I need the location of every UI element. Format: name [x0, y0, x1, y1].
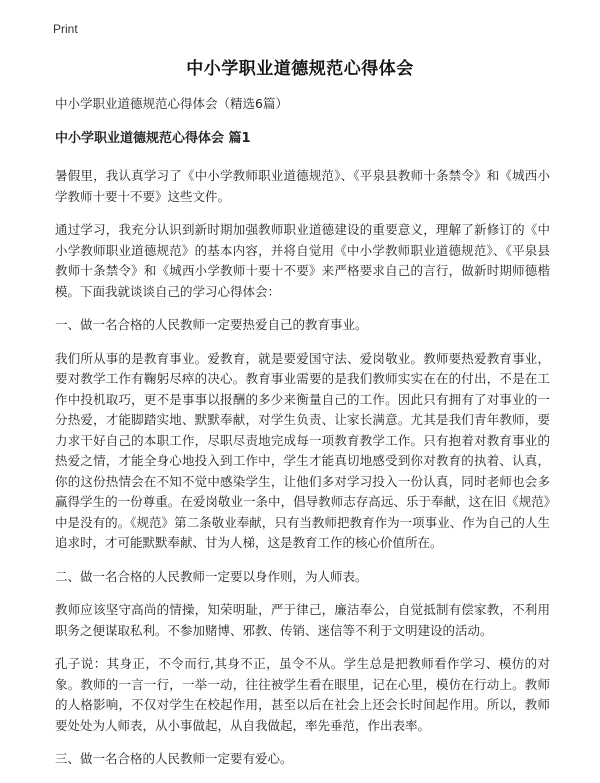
paragraph: 通过学习，我充分认识到新时期加强教师职业道德建设的重要意义，理解了新修订的《中小学教师职业道德规范》的基本内容，并将自觉用《中小学教师职业道德规范》、《平泉县教师十条禁令》和《城西小学教师十要十不要》来严格要求自己的言行，做新时期师德楷模。下面我就谈谈自己的学习心得体会： — [55, 222, 550, 299]
paragraph-heading: 三、做一名合格的人民教师一定要有爱心。 — [55, 751, 293, 766]
paragraph-heading: 二、做一名合格的人民教师一定要以身作则，为人师表。 — [55, 568, 368, 584]
paragraph: 我们所从事的是教育事业。爱教育，就是要爱国守法、爱岗敬业。教师要热爱教育事业，要对教学工作有鞠躬尽瘁的决心。教育事业需要的是我们教师实实在在的付出，不是在工作中投机取巧，更不是事事以报酬的多少来衡量自己的工作。因此只有拥有了对事业的一分热爱，才能脚踏实地、默默奉献，对学生负责、让家长满意。尤其是我们青年教师，要力求干好自己的本职工作，尽职尽责地完成每一项教育教学工作。只有抱着对教育事业的热爱之情，才能全身心地投入到工作中，学生才能真切地感受到你对教育的执着、认真，你的这份热情会在不知不觉中感染学生，让他们多对学习投入一份认真，同时老师也会多赢得学生的一份尊重。在爱岗敬业一条中，倡导教师志存高远、乐于奉献，这在旧《规范》中是没有的。《规范》第二条敬业奉献，只有当教师把教育作为一项事业、作为自己的人生追求时，才可能默默奉献、甘为人梯，这是教育工作的核心价值所在。 — [55, 350, 550, 550]
paragraph: 教师应该坚守高尚的情操，知荣明耻，严于律己，廉洁奉公，自觉抵制有偿家教，不利用职务之便谋取私利。不参加赌博、邪教、传销、迷信等不利于文明建设的活动。 — [55, 602, 550, 638]
paragraph: 孔子说：其身正，不令而行,其身不正，虽令不从。学生总是把教师看作学习、模仿的对象。教师的一言一行，一举一动，往往被学生看在眼里，记在心里，模仿在行动上。教师的人格影响，不仅对学生在校起作用，甚至以后在社会上还会长时间起作用。所以，教师要处处为人师表，从小事做起，从自我做起，率先垂范，作出表率。 — [55, 656, 550, 733]
document-body — [55, 94, 550, 783]
section-heading: 中小学职业道德规范心得体会 篇1 — [55, 131, 251, 146]
print-link[interactable]: Print — [53, 22, 78, 36]
page-title: 中小学职业道德规范心得体会 — [186, 59, 414, 79]
paragraph: 暑假里，我认真学习了《中小学教师职业道德规范》、《平泉县教师十条禁令》和《城西小学教师十要十不要》这些文件。 — [55, 168, 550, 204]
paragraph-heading: 一、做一名合格的人民教师一定要热爱自己的教育事业。 — [55, 317, 368, 332]
document-subtitle: 中小学职业道德规范心得体会（精选6篇） — [55, 96, 288, 111]
